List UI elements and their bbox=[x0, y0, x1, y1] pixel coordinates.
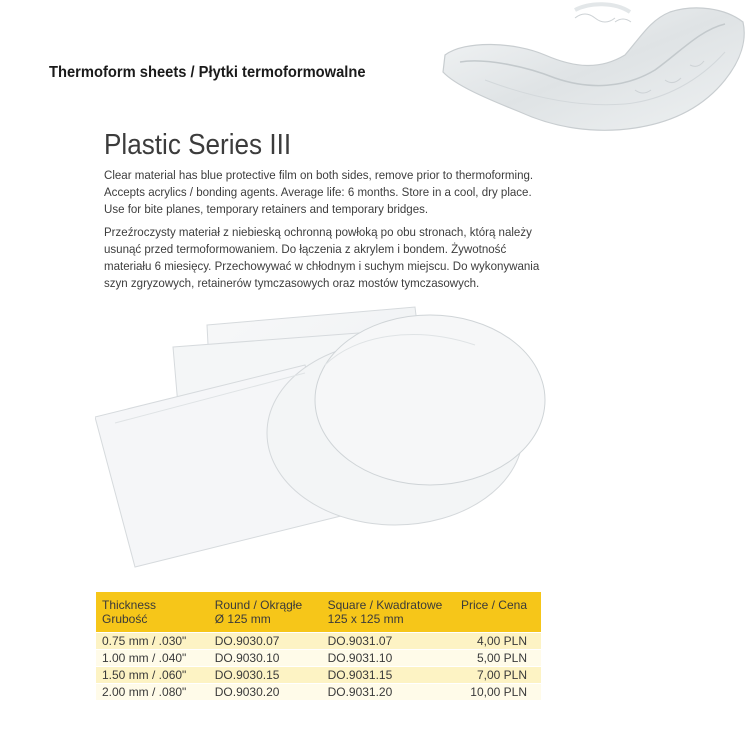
cell-thickness: 2.00 mm / .080" bbox=[102, 684, 187, 699]
page-title: Thermoform sheets / Płytki termoformowalne bbox=[49, 64, 366, 81]
cell-square-code: DO.9031.20 bbox=[327, 684, 393, 699]
dental-tray-image bbox=[425, 0, 750, 140]
header-square bbox=[322, 592, 453, 632]
product-title: Plastic Series III bbox=[104, 129, 292, 161]
table-row bbox=[96, 649, 541, 666]
header-thickness bbox=[96, 592, 209, 632]
thermoform-sheets-image bbox=[95, 305, 565, 575]
cell-round-code: DO.9030.15 bbox=[214, 667, 280, 682]
cell-price: 4,00 PLN bbox=[476, 633, 527, 648]
cell-square-code: DO.9031.10 bbox=[327, 650, 393, 665]
description-line: Przeźroczysty materiał z niebieską ochronną powłoką po obu stronach, którą należy bbox=[104, 225, 532, 239]
cell-price: 5,00 PLN bbox=[476, 650, 527, 665]
description-line: materiału 6 miesięcy. Przechowywać w chłodnym i suchym miejscu. Do wykonywania bbox=[104, 259, 540, 273]
cell-round-code: DO.9030.20 bbox=[214, 684, 280, 699]
description-line: usunąć przed termoformowaniem. Do łączenia z akrylem i bondem. Żywotność bbox=[104, 242, 507, 256]
table-header-row bbox=[96, 592, 541, 632]
description-line: Use for bite planes, temporary retainers and temporary bridges. bbox=[104, 202, 429, 216]
header-price bbox=[453, 592, 541, 632]
cell-price: 7,00 PLN bbox=[476, 667, 527, 682]
cell-square-code: DO.9031.07 bbox=[327, 633, 393, 648]
header-label: Grubość bbox=[102, 612, 148, 626]
spec-table bbox=[96, 592, 541, 700]
header-label: 125 x 125 mm bbox=[327, 612, 404, 626]
table-row bbox=[96, 683, 541, 700]
description-english bbox=[104, 167, 544, 218]
cell-thickness: 0.75 mm / .030" bbox=[102, 633, 187, 648]
header-label: Square / Kwadratowe bbox=[327, 598, 443, 612]
description-polish bbox=[104, 224, 544, 292]
cell-round-code: DO.9030.10 bbox=[214, 650, 280, 665]
cell-square-code: DO.9031.15 bbox=[327, 667, 393, 682]
description-line: szyn zgryzowych, retainerów tymczasowych oraz mostów tymczasowych. bbox=[104, 276, 480, 290]
cell-thickness: 1.50 mm / .060" bbox=[102, 667, 187, 682]
table-row bbox=[96, 632, 541, 649]
description-line: Clear material has blue protective film on both sides, remove prior to thermoforming. bbox=[104, 168, 534, 182]
header-label: Thickness bbox=[102, 598, 157, 612]
header-label: Round / Okrągłe bbox=[214, 598, 303, 612]
table-row bbox=[96, 666, 541, 683]
header-round bbox=[209, 592, 322, 632]
header-label: Price / Cena bbox=[460, 598, 527, 612]
cell-thickness: 1.00 mm / .040" bbox=[102, 650, 187, 665]
cell-round-code: DO.9030.07 bbox=[214, 633, 280, 648]
header-label: Ø 125 mm bbox=[214, 612, 271, 626]
description-line: Accepts acrylics / bonding agents. Average life: 6 months. Store in a cool, dry place. bbox=[104, 185, 532, 199]
cell-price: 10,00 PLN bbox=[470, 684, 527, 699]
